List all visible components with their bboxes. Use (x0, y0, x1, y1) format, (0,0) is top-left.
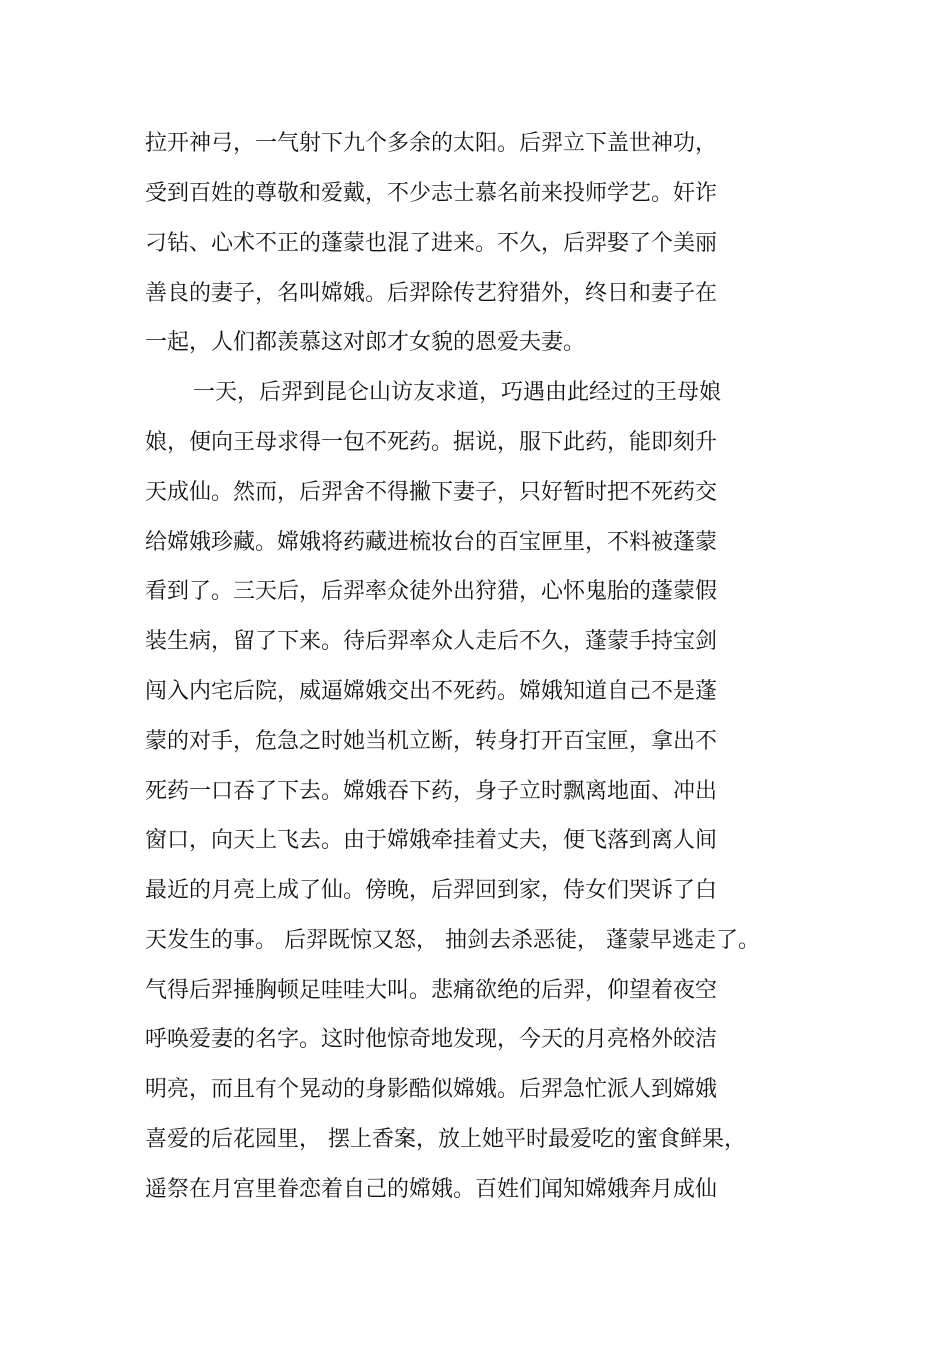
text-line: 娘，便向王母求得一包不死药。据说，服下此药，能即刻升 (145, 430, 718, 455)
text-line: 拉开神弓，一气射下九个多余的太阳。后羿立下盖世神功， (145, 131, 718, 156)
text-line: 天发生的事。 后羿既惊又怒， 抽剑去杀恶徒， 蓬蒙早逃走了。 (145, 928, 760, 953)
text-line: 明亮，而且有个晃动的身影酷似嫦娥。后羿急忙派人到嫦娥 (145, 1077, 718, 1102)
text-line: 装生病，留了下来。待后羿率众人走后不久，蓬蒙手持宝剑 (145, 629, 718, 654)
text-line: 给嫦娥珍藏。嫦娥将药藏进梳妆台的百宝匣里，不料被蓬蒙 (145, 530, 718, 555)
text-line: 喜爱的后花园里， 摆上香案，放上她平时最爱吃的蜜食鲜果， (145, 1127, 746, 1152)
text-line: 闯入内宅后院，威逼嫦娥交出不死药。嫦娥知道自己不是蓬 (145, 679, 718, 704)
text-line: 窗口，向天上飞去。由于嫦娥牵挂着丈夫，便飞落到离人间 (145, 828, 718, 853)
text-line: 天成仙。然而，后羿舍不得撇下妻子，只好暂时把不死药交 (145, 480, 718, 505)
text-line: 看到了。三天后，后羿率众徒外出狩猎，心怀鬼胎的蓬蒙假 (145, 579, 718, 604)
text-line: 一起，人们都羡慕这对郎才女貌的恩爱夫妻。 (145, 330, 586, 355)
text-line: 遥祭在月宫里眷恋着自己的嫦娥。百姓们闻知嫦娥奔月成仙 (145, 1177, 718, 1202)
text-line: 呼唤爱妻的名字。这时他惊奇地发现，今天的月亮格外皎洁 (145, 1027, 718, 1052)
text-line: 受到百姓的尊敬和爱戴，不少志士慕名前来投师学艺。奸诈 (145, 181, 718, 206)
text-line: 最近的月亮上成了仙。傍晚，后羿回到家，侍女们哭诉了白 (145, 878, 718, 903)
text-line: 刁钻、心术不正的蓬蒙也混了进来。不久，后羿娶了个美丽 (145, 231, 718, 256)
paragraph-first-line: 一天，后羿到昆仑山访友求道，巧遇由此经过的王母娘 (193, 380, 722, 405)
text-line: 死药一口吞了下去。嫦娥吞下药，身子立时飘离地面、冲出 (145, 779, 718, 804)
text-line: 善良的妻子，名叫嫦娥。后羿除传艺狩猎外，终日和妻子在 (145, 281, 718, 306)
text-line: 气得后羿捶胸顿足哇哇大叫。悲痛欲绝的后羿，仰望着夜空 (145, 978, 718, 1003)
text-line: 蒙的对手，危急之时她当机立断，转身打开百宝匣，拿出不 (145, 729, 718, 754)
